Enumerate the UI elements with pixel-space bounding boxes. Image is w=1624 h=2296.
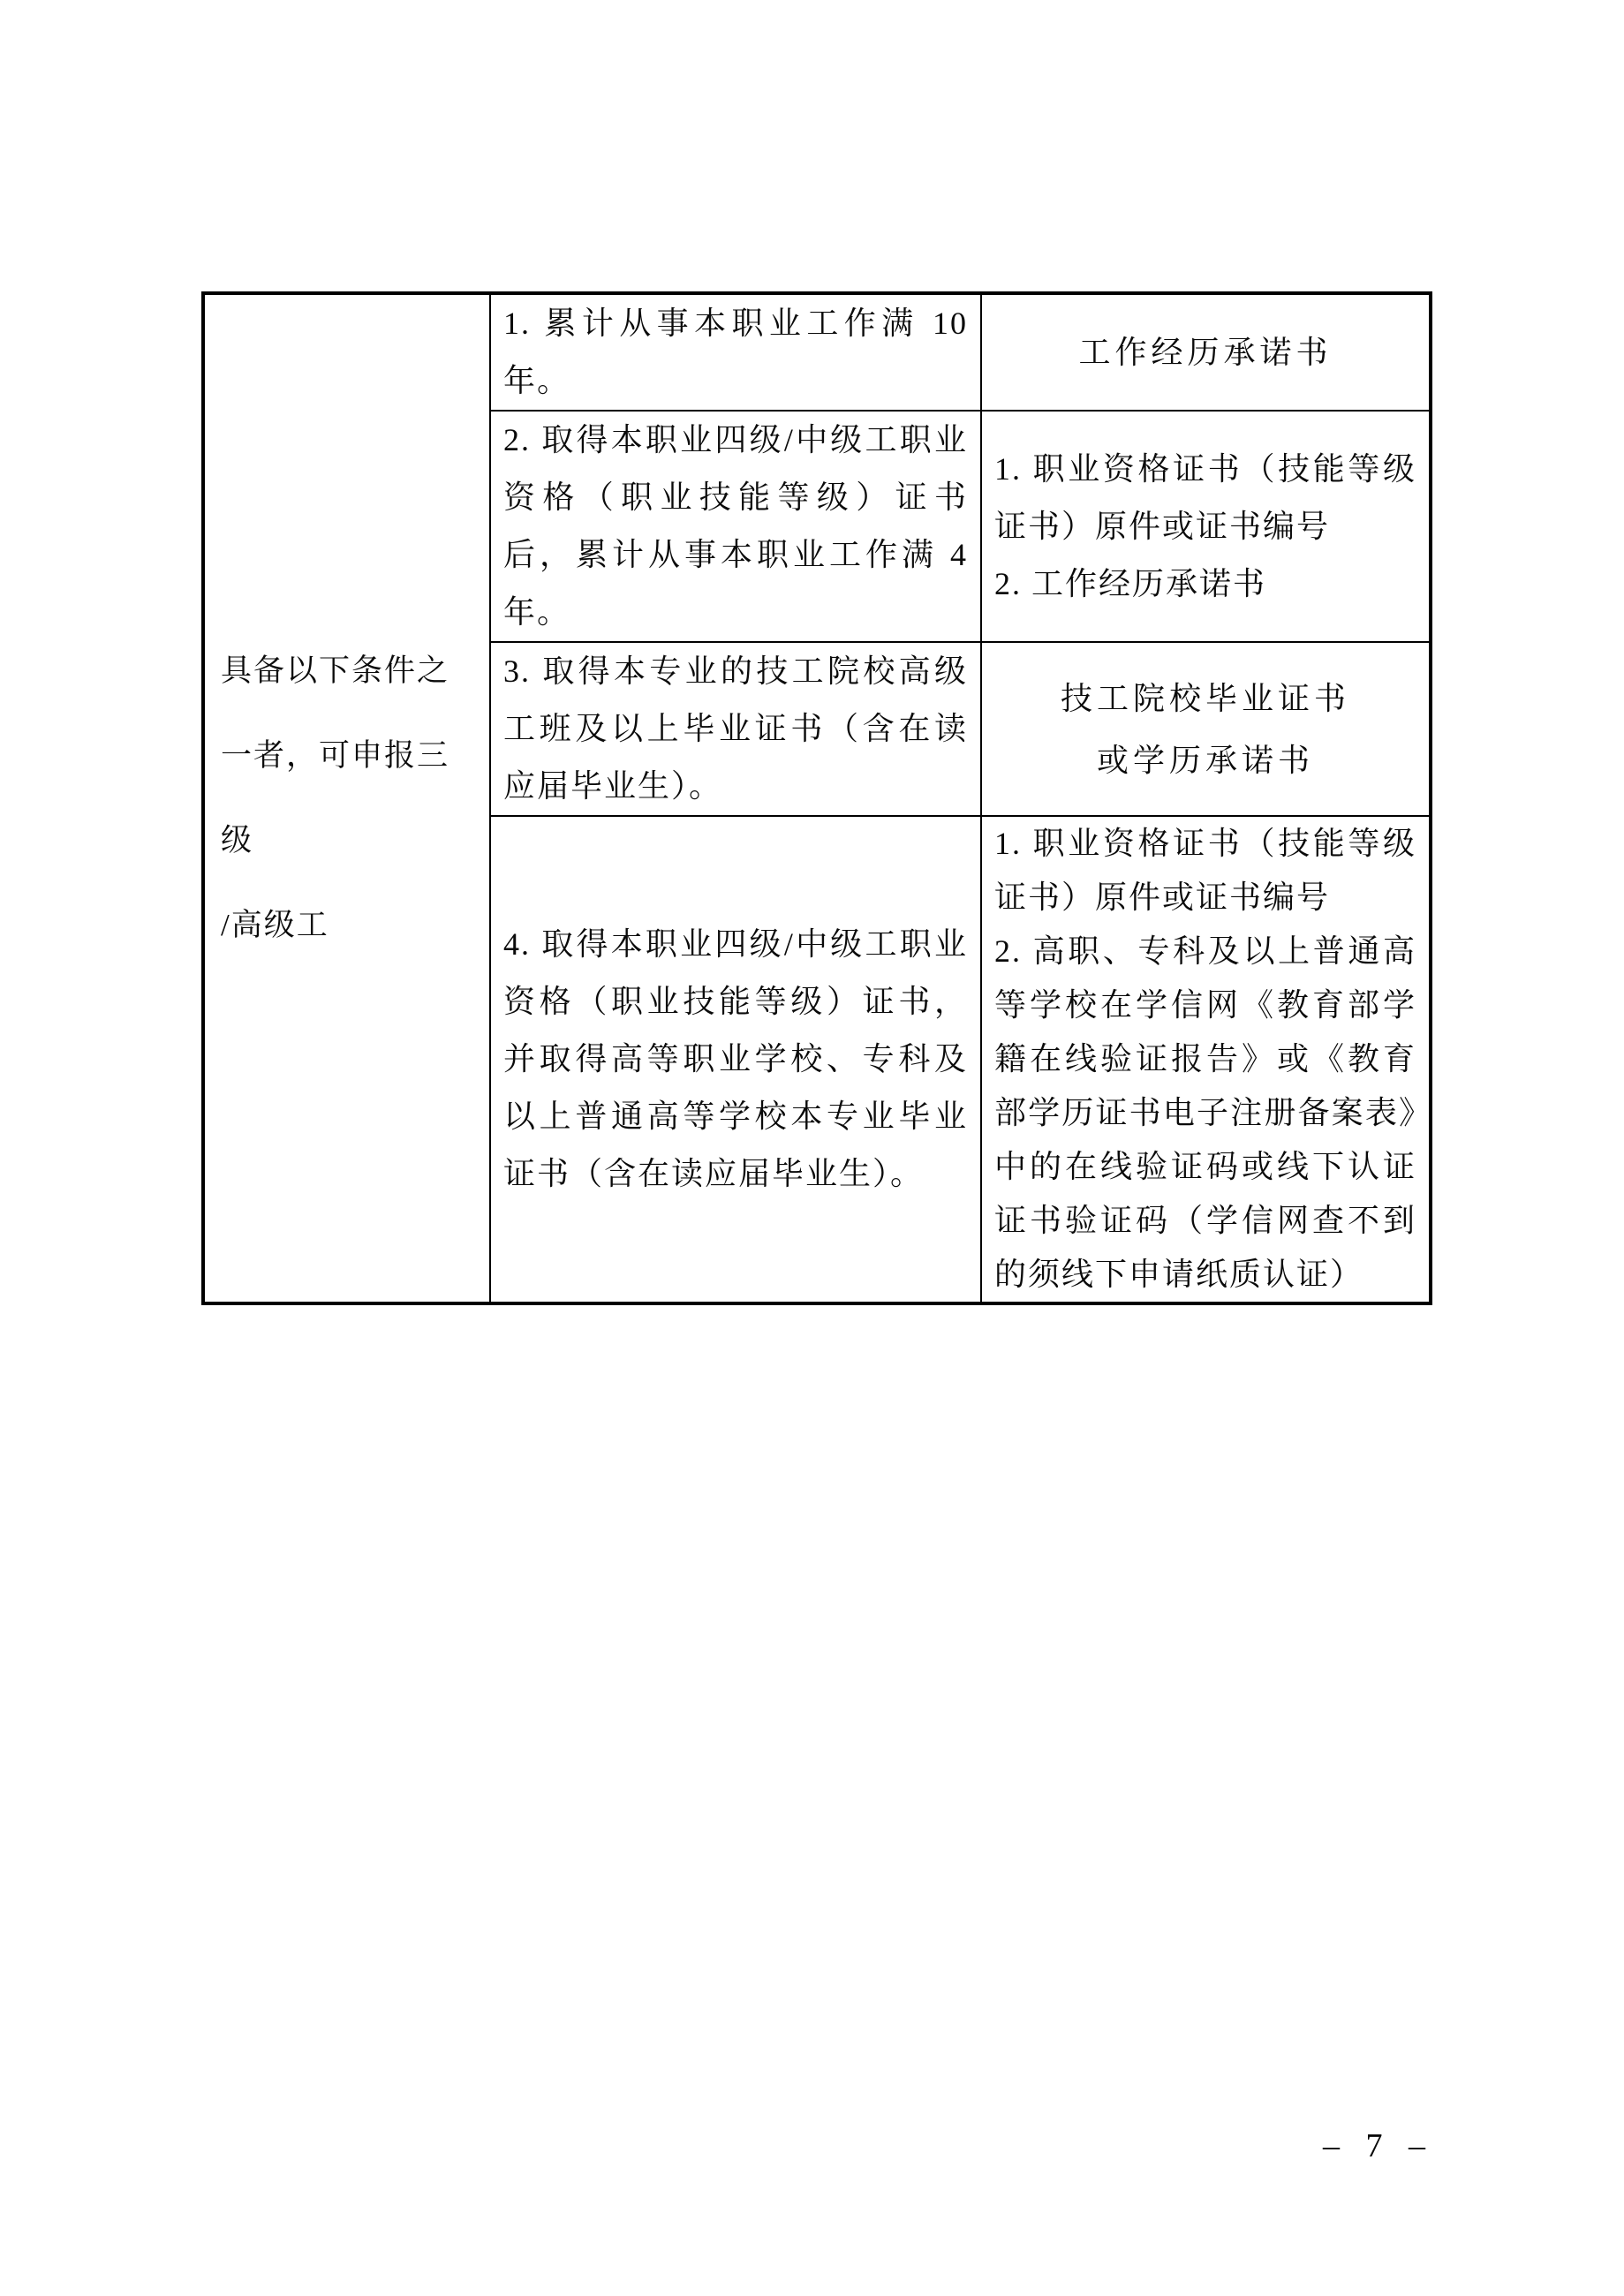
condition-cell-2: 2. 取得本职业四级/中级工职业资格（职业技能等级）证书后，累计从事本职业工作满 4 年。 [490, 411, 981, 642]
level-header-cell [203, 293, 490, 1303]
condition-cell-1: 1. 累计从事本职业工作满 10 年。 [490, 293, 981, 411]
condition-cell-4: 4. 取得本职业四级/中级工职业资格（职业技能等级）证书，并取得高等职业学校、专科及以上普通高等学校本专业毕业证书（含在读应届毕业生）。 [490, 816, 981, 1303]
materials-item: 1. 职业资格证书（技能等级证书）原件或证书编号 [994, 826, 1416, 915]
materials-line: 工作经历承诺书 [1078, 335, 1333, 370]
materials-line: 或学历承诺书 [1096, 742, 1314, 778]
materials-cell-3 [981, 642, 1431, 816]
qualification-requirements-table [201, 291, 1432, 1305]
materials-cell-2 [981, 411, 1431, 642]
materials-line: 技工院校毕业证书 [1060, 680, 1350, 716]
level-line-2: 一者，可申报三级 [221, 738, 450, 857]
materials-item: 2. 工作经历承诺书 [994, 565, 1267, 601]
level-line-1: 具备以下条件之 [221, 653, 450, 688]
page-number: – 7 – [1323, 2127, 1427, 2164]
materials-cell-4 [981, 816, 1431, 1303]
materials-item: 1. 职业资格证书（技能等级证书）原件或证书编号 [994, 450, 1416, 544]
table-row [203, 293, 1431, 411]
level-line-3: /高级工 [221, 908, 329, 942]
materials-cell-1 [981, 293, 1431, 411]
materials-item: 2. 高职、专科及以上普通高等学校在学信网《教育部学籍在线验证报告》或《教育部学历证书电子注册备案表》中的在线验证码或线下认证证书验证码（学信网查不到的须线下申请纸质认证） [994, 933, 1416, 1292]
condition-cell-3: 3. 取得本专业的技工院校高级工班及以上毕业证书（含在读应届毕业生）。 [490, 642, 981, 816]
